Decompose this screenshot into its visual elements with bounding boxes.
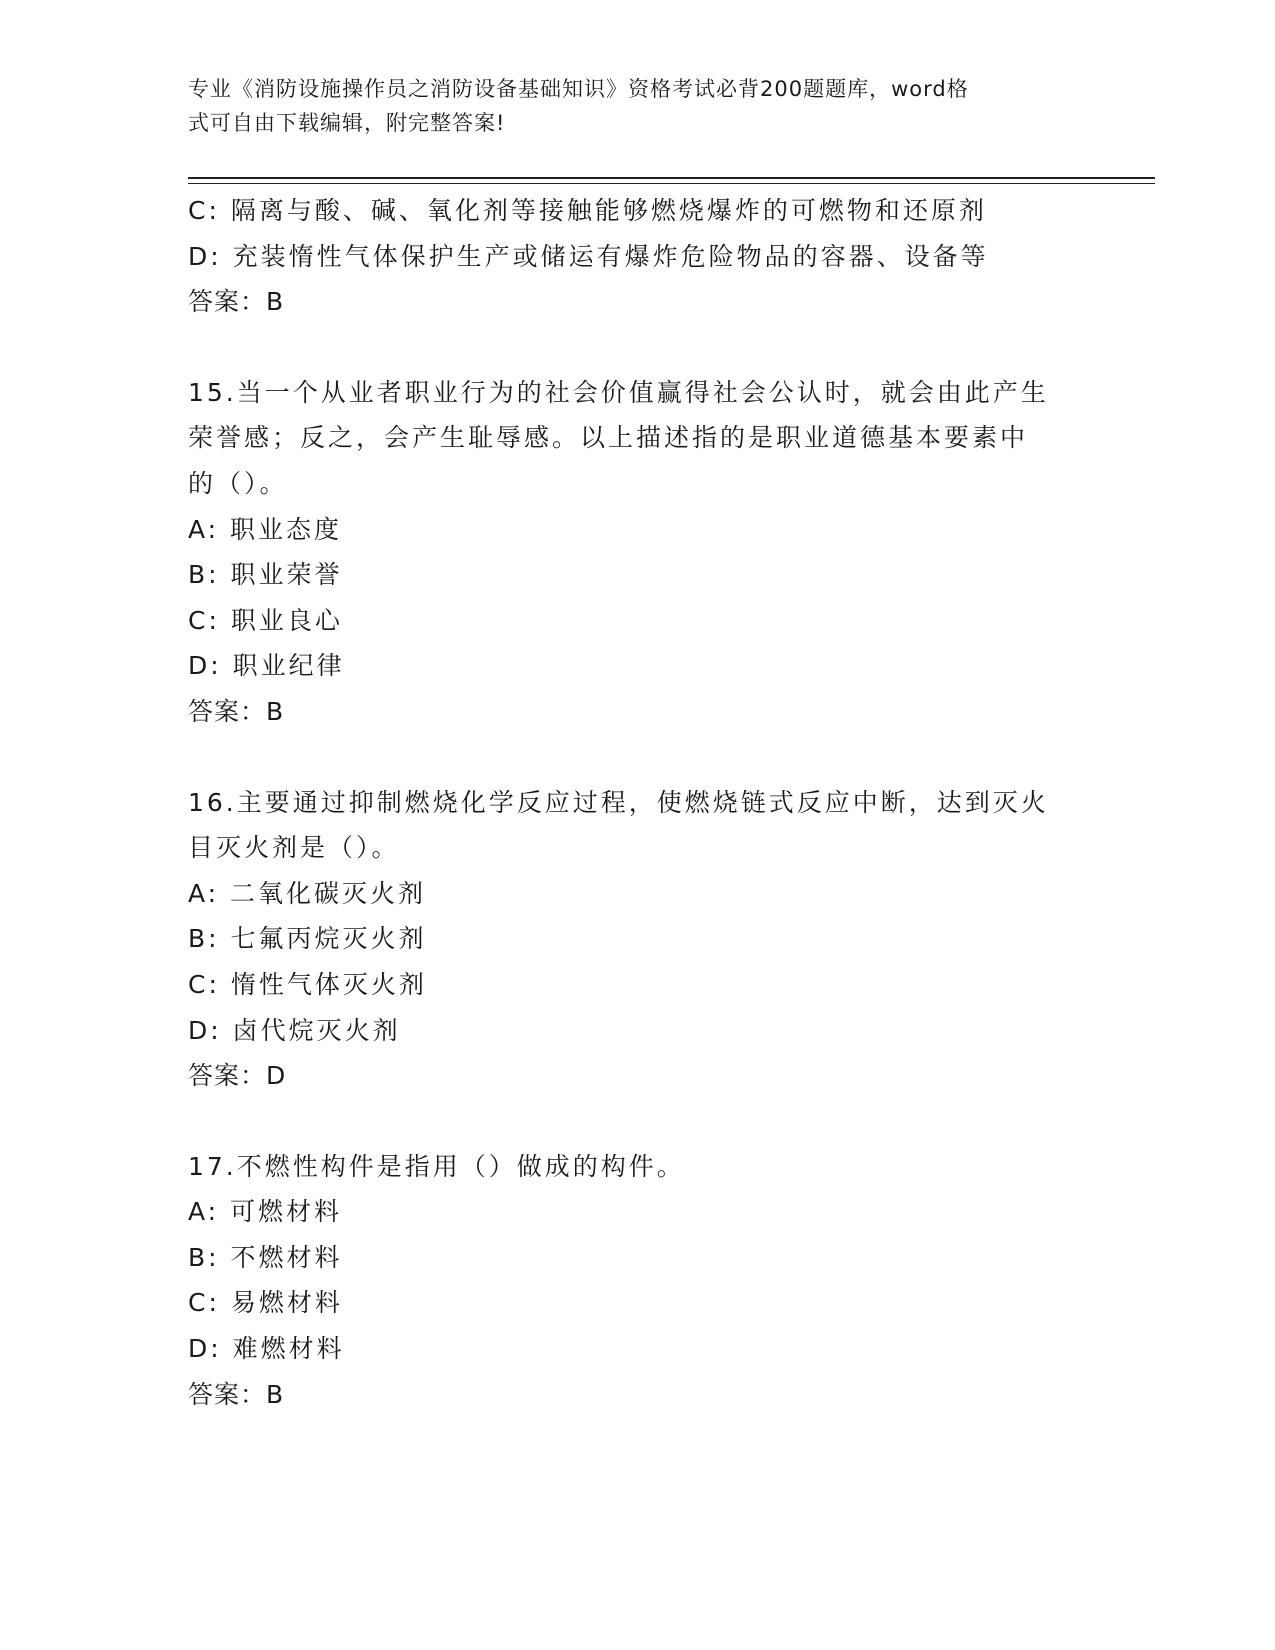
document-header bbox=[188, 72, 1068, 140]
header-line-2: 式可自由下载编辑，附完整答案! bbox=[188, 111, 506, 135]
option-c: C: 易燃材料 bbox=[188, 1288, 343, 1318]
header-divider-thick bbox=[188, 177, 1155, 179]
answer-line: 答案：B bbox=[188, 1379, 285, 1409]
option-b: B: 七氟丙烷灭火剂 bbox=[188, 924, 427, 954]
question-17 bbox=[188, 1144, 1088, 1418]
option-b: B: 不燃材料 bbox=[188, 1242, 343, 1272]
option-c: C: 惰性气体灭火剂 bbox=[188, 969, 427, 999]
answer-line: 答案：D bbox=[188, 1061, 287, 1091]
answer-line: 答案：B bbox=[188, 287, 285, 317]
option-a: A: 二氧化碳灭火剂 bbox=[188, 878, 427, 908]
question-stem-line: 17.不燃性构件是指用（）做成的构件。 bbox=[188, 1151, 685, 1181]
previous-question-tail bbox=[188, 188, 1088, 325]
option-a: A: 可燃材料 bbox=[188, 1197, 343, 1227]
option-d: D: 职业纪律 bbox=[188, 651, 345, 681]
question-stem-line: 16.主要通过抑制燃烧化学反应过程，使燃烧链式反应中断，达到灭火 bbox=[188, 787, 1049, 817]
question-stem-line: 的（）。 bbox=[188, 468, 288, 498]
option-c: C: 隔离与酸、碱、氧化剂等接触能够燃烧爆炸的可燃物和还原剂 bbox=[188, 196, 987, 225]
answer-line: 答案：B bbox=[188, 696, 285, 726]
question-stem-line: 荣誉感；反之，会产生耻辱感。以上描述指的是职业道德基本要素中 bbox=[188, 423, 1029, 453]
question-stem-line: 15.当一个从业者职业行为的社会价值赢得社会公认时，就会由此产生 bbox=[188, 377, 1049, 407]
header-divider-thin bbox=[188, 183, 1155, 184]
option-d: D: 难燃材料 bbox=[188, 1334, 345, 1364]
question-stem-line: 目灭火剂是（）。 bbox=[188, 833, 400, 863]
spacer bbox=[188, 325, 1088, 370]
question-15 bbox=[188, 370, 1088, 735]
option-a: A: 职业态度 bbox=[188, 514, 343, 544]
spacer bbox=[188, 735, 1088, 780]
option-d: D: 充装惰性气体保护生产或储运有爆炸危险物品的容器、设备等 bbox=[188, 241, 989, 271]
question-16 bbox=[188, 780, 1088, 1099]
question-list bbox=[188, 188, 1088, 1417]
option-c: C: 职业良心 bbox=[188, 605, 343, 635]
spacer bbox=[188, 1099, 1088, 1144]
option-b: B: 职业荣誉 bbox=[188, 560, 343, 590]
option-d: D: 卤代烷灭火剂 bbox=[188, 1015, 401, 1045]
header-line-1: 专业《消防设施操作员之消防设备基础知识》资格考试必背200题题库，word格 bbox=[188, 77, 969, 101]
